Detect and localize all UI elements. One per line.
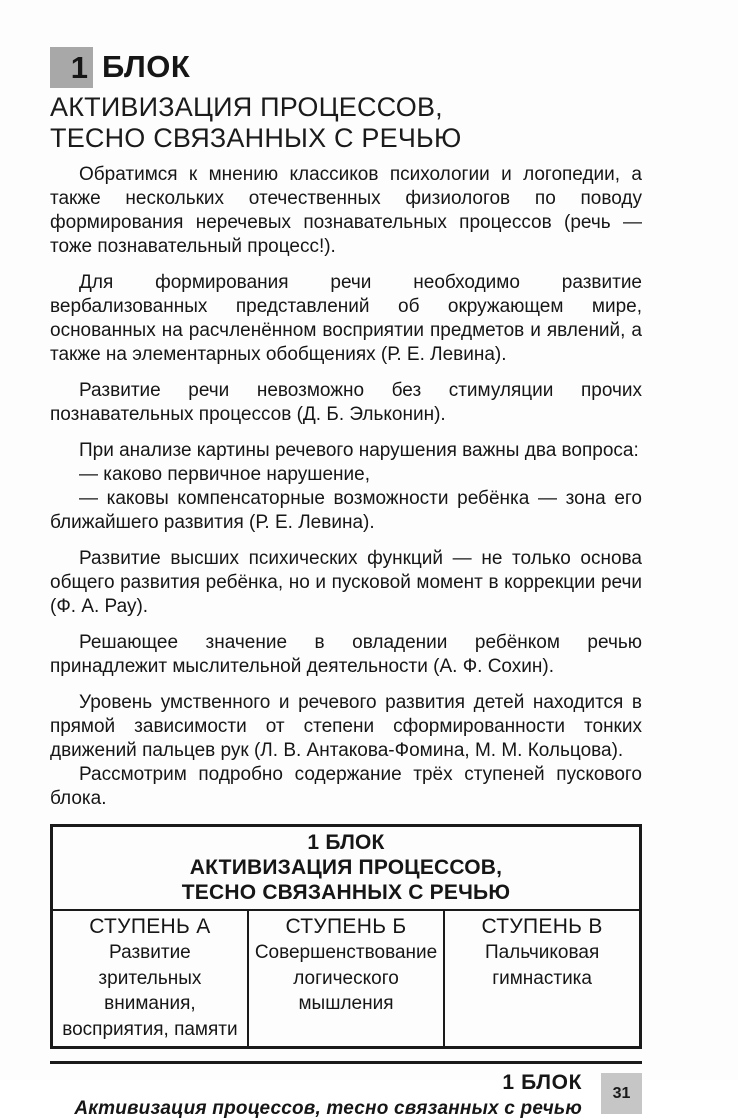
block-number: 1: [70, 49, 88, 85]
step-a-title: СТУПЕНЬ А: [89, 915, 211, 938]
paragraph-list-intro: При анализе картины речевого нарушения важны два вопроса:: [79, 440, 639, 461]
page-footer: [50, 1071, 642, 1120]
paragraph: Решающее значение в овладении ребёнком речью принадлежит мыслительной деятельности (А. Ф. Сохин).: [50, 632, 642, 677]
paragraph: Уровень умственного и речевого развития детей находится в прямой зависимости от степени сформированности тонких движений пальцев рук (Л. В. Антакова-Фомина, М. М. Кольцова).: [50, 692, 642, 761]
footer-block-label: 1 БЛОК: [502, 1071, 582, 1094]
table-header-cell: [52, 826, 641, 911]
paragraph: Обратимся к мнению классиков психологии и логопедии, а также нескольких отечественных физиологов по поводу формирования неречевых познавательных процессов (речь — тоже познавательный процесс!).: [50, 164, 642, 257]
step-v-text: Пальчиковая гимнастика: [484, 942, 600, 989]
table-header-line-1: 1 БЛОК: [307, 831, 385, 854]
page-title-line-1: АКТИВИЗАЦИЯ ПРОЦЕССОВ,: [50, 92, 443, 122]
table-header-row: [52, 826, 641, 911]
page-title-line-2: ТЕСНО СВЯЗАННЫХ С РЕЧЬЮ: [50, 123, 462, 153]
step-v-title: СТУПЕНЬ В: [481, 915, 603, 938]
page-title: [50, 92, 642, 154]
table-header-line-2: АКТИВИЗАЦИЯ ПРОЦЕССОВ,: [189, 856, 503, 879]
list-item: — каковы компенсаторные возможности ребёнка — зона его ближайшего развития (Р. Е. Левина).: [50, 488, 642, 533]
paragraph: Рассмотрим подробно содержание трёх ступеней пускового блока.: [50, 764, 642, 809]
page-number: 31: [612, 1084, 631, 1102]
footer-rule: [50, 1061, 642, 1064]
table-header-line-3: ТЕСНО СВЯЗАННЫХ С РЕЧЬЮ: [181, 881, 511, 904]
page-number-box: [601, 1073, 642, 1114]
step-a-text: Развитие зрительных внимания, восприятия, памяти: [62, 942, 238, 1040]
step-b-title: СТУПЕНЬ Б: [285, 915, 407, 938]
step-b-text: Совершенствование логического мышления: [254, 942, 438, 1014]
list-item: — каково первичное нарушение,: [79, 464, 371, 485]
footer-chapter-title: Активизация процессов, тесно связанных с речью: [74, 1098, 582, 1119]
body-text: [50, 163, 642, 811]
paragraph: Развитие высших психических функций — не только основа общего развития ребёнка, но и пусковой момент в коррекции речи (Ф. А. Рау).: [50, 548, 642, 617]
page-content: [50, 46, 642, 1120]
table-steps-row: [52, 910, 641, 1048]
block-header: [50, 46, 642, 88]
footer-text: [50, 1071, 601, 1120]
table-cell-step-b: [248, 910, 444, 1048]
paragraph: Развитие речи невозможно без стимуляции прочих познавательных процессов (Д. Б. Эльконин).: [50, 380, 642, 425]
block-structure-table: [50, 824, 642, 1049]
paragraph: Для формирования речи необходимо развитие вербализованных представлений об окружающем мире, основанных на расчленённом восприятии предметов и явлений, а также на элементарных обобщениях (Р. Е. Левина).: [50, 272, 642, 365]
table-cell-step-v: [444, 910, 640, 1048]
table-cell-step-a: [52, 910, 248, 1048]
block-number-box: [50, 47, 93, 88]
block-label: БЛОК: [102, 49, 191, 84]
